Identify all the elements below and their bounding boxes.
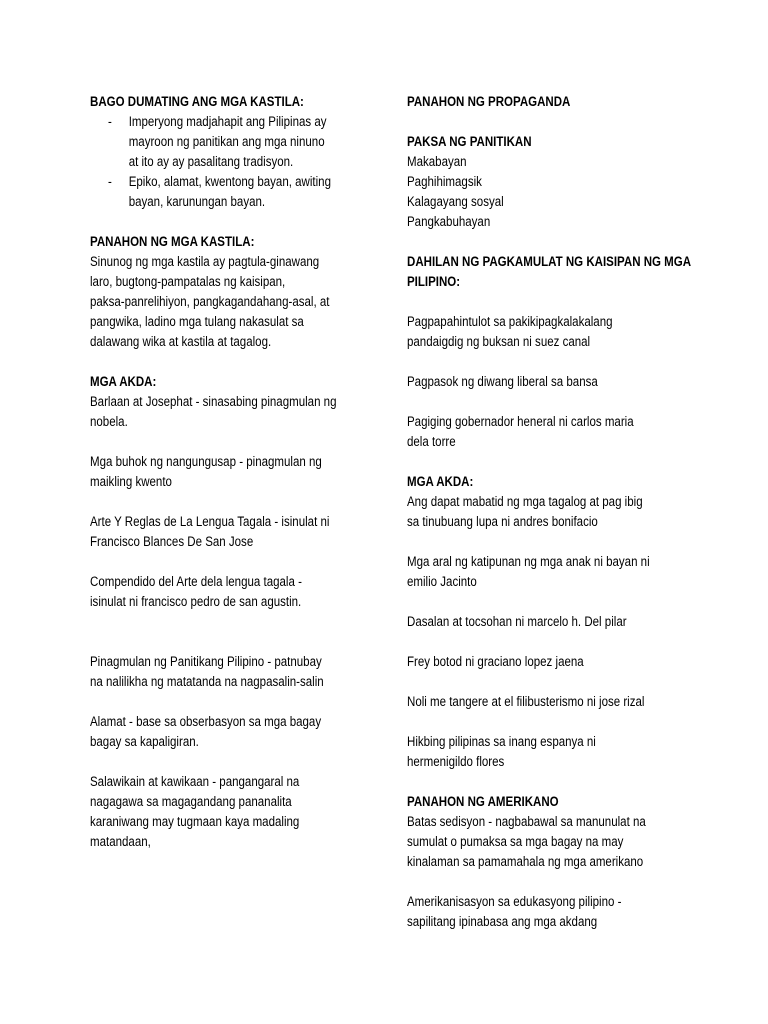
- paragraph-line: laro, bugtong-pampatalas ng kaisipan,: [90, 274, 286, 289]
- paragraph-line: bagay sa kapaligiran.: [90, 734, 199, 749]
- paragraph-line: Pagpapahintulot sa pakikipagkalakalang: [407, 314, 613, 329]
- paragraph-line: karaniwang may tugmaan kaya madaling: [90, 814, 300, 829]
- paragraph-line: sumulat o pumaksa sa mga bagay na may: [407, 834, 624, 849]
- heading-panahon-kastila: PANAHON NG MGA KASTILA:: [90, 234, 255, 249]
- paragraph-line: sa tinubuang lupa ni andres bonifacio: [407, 514, 598, 529]
- paragraph-line: Arte Y Reglas de La Lengua Tagala - isinulat ni: [90, 514, 330, 529]
- paragraph-line: pandaigdig ng buksan ni suez canal: [407, 334, 591, 349]
- paragraph-line: paksa-panrelihiyon, pangkagandahang-asal, at: [90, 294, 330, 309]
- paragraph-line: Hikbing pilipinas sa inang espanya ni: [407, 734, 596, 749]
- paragraph-line: Sinunog ng mga kastila ay pagtula-ginawang: [90, 254, 320, 269]
- left-column: [90, 92, 375, 852]
- paragraph-line: Batas sedisyon - nagbabawal sa manunulat na: [407, 814, 646, 829]
- paragraph-line: Mga buhok ng nangungusap - pinagmulan ng: [90, 454, 322, 469]
- paragraph-line: Alamat - base sa obserbasyon sa mga bagay: [90, 714, 322, 729]
- heading-mga-akda: MGA AKDA:: [90, 374, 157, 389]
- list-item: Paghihimagsik: [407, 174, 482, 189]
- paragraph-line: Pinagmulan ng Panitikang Pilipino - patnubay: [90, 654, 322, 669]
- paragraph-line: sapilitang ipinabasa ang mga akdang: [407, 914, 598, 929]
- bullet-item: [90, 172, 335, 192]
- paragraph-line: Mga aral ng katipunan ng mga anak ni bayan ni: [407, 554, 650, 569]
- paragraph-line: Amerikanisasyon sa edukasyong pilipino -: [407, 894, 622, 909]
- bullet-text: Epiko, alamat, kwentong bayan, awiting: [128, 174, 332, 189]
- heading-dahilan: PILIPINO:: [407, 274, 461, 289]
- paragraph-line: dela torre: [407, 434, 456, 449]
- heading-amerikano: PANAHON NG AMERIKANO: [407, 794, 559, 809]
- paragraph-line: Francisco Blances De San Jose: [90, 534, 254, 549]
- list-item: Pangkabuhayan: [407, 214, 491, 229]
- list-item: Makabayan: [407, 154, 467, 169]
- paragraph-line: pangwika, ladino mga tulang nakasulat sa: [90, 314, 304, 329]
- paragraph-line: matandaan,: [90, 834, 151, 849]
- paragraph-line: Salawikain at kawikaan - pangangaral na: [90, 774, 300, 789]
- paragraph-line: nobela.: [90, 414, 128, 429]
- paragraph-line: Ang dapat mabatid ng mga tagalog at pag ibig: [407, 494, 643, 509]
- bullet-item: [90, 112, 335, 132]
- heading-mga-akda: MGA AKDA:: [407, 474, 474, 489]
- paragraph-line: isinulat ni francisco pedro de san agustin.: [90, 594, 302, 609]
- bullet-text: at ito ay ay pasalitang tradisyon.: [128, 154, 294, 169]
- paragraph-line: maikling kwento: [90, 474, 172, 489]
- bullet-text: mayroon ng panitikan ang mga ninuno: [128, 134, 325, 149]
- paragraph-line: Pagpasok ng diwang liberal sa bansa: [407, 374, 598, 389]
- bullet-text: bayan, karunungan bayan.: [128, 194, 266, 209]
- paragraph-line: nagagawa sa magagandang pananalita: [90, 794, 292, 809]
- bullet-dash: -: [108, 114, 112, 129]
- paragraph-line: Noli me tangere at el filibusterismo ni jose rizal: [407, 694, 645, 709]
- paragraph-line: Barlaan at Josephat - sinasabing pinagmulan ng: [90, 394, 337, 409]
- heading-propaganda: PANAHON NG PROPAGANDA: [407, 94, 571, 109]
- paragraph-line: hermenigildo flores: [407, 754, 505, 769]
- paragraph-line: dalawang wika at kastila at tagalog.: [90, 334, 272, 349]
- paragraph-line: kinalaman sa pamamahala ng mga amerikano: [407, 854, 644, 869]
- list-item: Kalagayang sosyal: [407, 194, 504, 209]
- paragraph-line: Pagiging gobernador heneral ni carlos maria: [407, 414, 634, 429]
- paragraph-line: Dasalan at tocsohan ni marcelo h. Del pilar: [407, 614, 627, 629]
- right-column: [407, 92, 697, 932]
- paragraph-line: emilio Jacinto: [407, 574, 477, 589]
- paragraph-line: na nalilikha ng matatanda na nagpasalin-salin: [90, 674, 324, 689]
- paragraph-line: Compendido del Arte dela lengua tagala -: [90, 574, 302, 589]
- heading-dahilan: DAHILAN NG PAGKAMULAT NG KAISIPAN NG MGA: [407, 254, 692, 269]
- bullet-text: Imperyong madjahapit ang Pilipinas ay: [128, 114, 327, 129]
- heading-bago-dumating: BAGO DUMATING ANG MGA KASTILA:: [90, 94, 304, 109]
- paragraph-line: Frey botod ni graciano lopez jaena: [407, 654, 584, 669]
- heading-paksa: PAKSA NG PANITIKAN: [407, 134, 532, 149]
- bullet-dash: -: [108, 174, 112, 189]
